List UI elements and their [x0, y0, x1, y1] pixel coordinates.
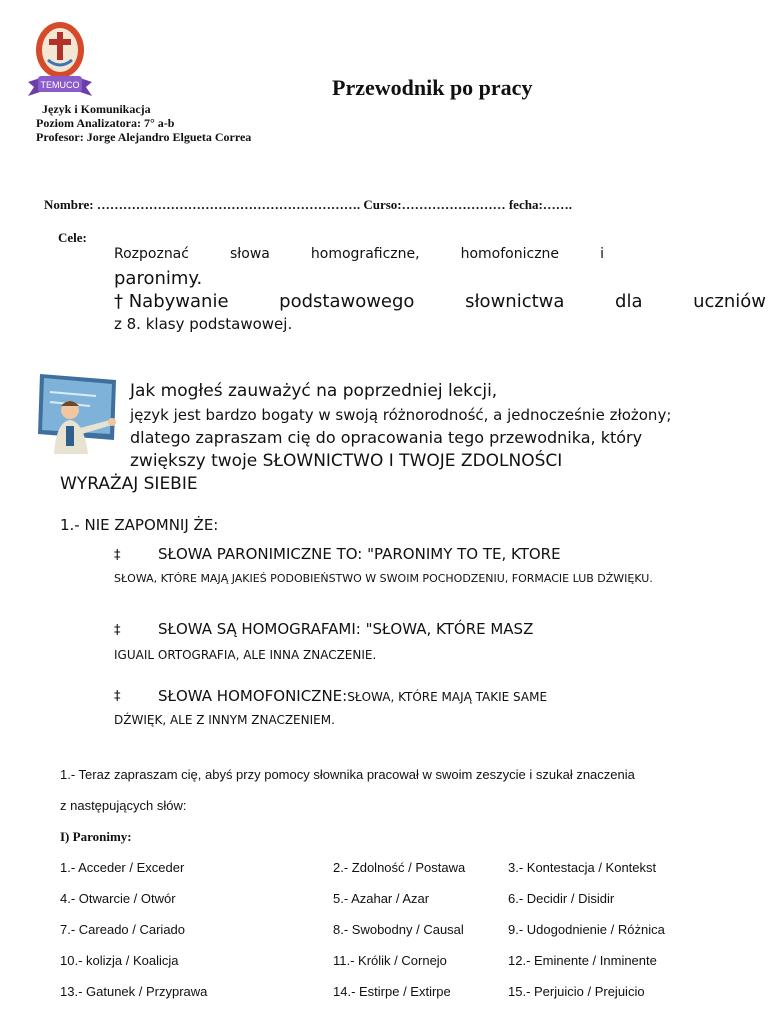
objectives-label: Cele: [58, 230, 87, 245]
list-item: 12.- Eminente / Inminente [508, 953, 657, 968]
section-heading: 1.- NIE ZAPOMNIJ ŻE: [60, 516, 219, 534]
word: uczniów [693, 291, 766, 312]
list-item: 2.- Zdolność / Postawa [333, 860, 466, 875]
objective-line-2: paronimy. [114, 268, 203, 289]
intro-line-3: dlatego zapraszam cię do opracowania tego przewodnika, który [130, 428, 643, 447]
list-item: 15.- Perjuicio / Prejuicio [508, 984, 645, 999]
word: podstawowego [279, 291, 415, 312]
list-item: 1.- Acceder / Exceder [60, 860, 185, 875]
homophones-term: SŁOWA HOMOFONICZNE: [158, 687, 348, 705]
intro-line-4: zwiększy twoje SŁOWNICTWO I TWOJE ZDOLNOŚCI [130, 451, 563, 471]
page-title: Przewodnik po pracy [332, 75, 533, 100]
task-instruction-line-1: 1.- Teraz zapraszam cię, abyś przy pomocy słownika pracował w swoim zeszycie i szukał znaczenia [60, 767, 635, 782]
list-item: 7.- Careado / Cariado [60, 922, 186, 937]
bullet-marker: ‡ [114, 623, 121, 638]
list-item: 5.- Azahar / Azar [333, 891, 430, 906]
intro-line-1: Jak mogłeś zauważyć na poprzedniej lekcji, [130, 381, 498, 401]
bullet-marker: ‡ [114, 548, 121, 563]
list-item: 6.- Decidir / Disidir [508, 891, 615, 906]
intro-line-5: WYRAŻAJ SIEBIE [60, 474, 198, 494]
teacher-clipart [36, 370, 122, 458]
objective-line-3 [114, 291, 766, 312]
school-logo [26, 20, 94, 100]
word: i [600, 246, 604, 262]
paronyms-definition: SŁOWA PARONIMICZNE TO: "PARONIMY TO TE, KTORE [158, 545, 561, 563]
teacher-line: Profesor: Jorge Alejandro Elgueta Correa [36, 130, 252, 144]
paronyms-definition-continued: SŁOWA, KTÓRE MAJĄ JAKIEŚ PODOBIEŃSTWO W SWOIM POCHODZENIU, FORMACIE LUB DŹWIĘKU. [114, 572, 653, 585]
paronyms-heading: I) Paronimy: [60, 829, 132, 844]
list-item: 13.- Gatunek / Przyprawa [60, 984, 208, 999]
bullet-marker: ‡ [114, 689, 121, 704]
word: słownictwa [465, 291, 565, 312]
intro-line-2: język jest bardzo bogaty w swoją różnorodność, a jednocześnie złożony; [130, 406, 672, 424]
word: słowa [230, 246, 270, 262]
subject-line: Język i Komunikacja [42, 102, 151, 116]
homographs-definition: SŁOWA SĄ HOMOGRAFAMI: "SŁOWA, KTÓRE MASZ [158, 620, 534, 638]
word: dla [615, 291, 643, 312]
task-instruction-line-2: z następujących słów: [60, 798, 187, 813]
list-item: 14.- Estirpe / Extirpe [333, 984, 451, 999]
list-item: 4.- Otwarcie / Otwór [60, 891, 176, 906]
list-item: 8.- Swobodny / Causal [333, 922, 464, 937]
word: homograficzne, [310, 246, 420, 262]
logo-text: TEMUCO [40, 80, 80, 90]
homographs-definition-continued: IGUAIL ORTOGRAFIA, ALE INNA ZNACZENIE. [114, 648, 377, 662]
name-course-date-line: Nombre: ……………………………………………………. Curso:…………………… fecha:……. [44, 197, 573, 212]
objective-line-4: z 8. klasy podstawowej. [114, 315, 293, 333]
objective-line-1 [114, 246, 604, 262]
homophones-definition [158, 686, 547, 705]
homophones-definition-continued: DŹWIĘK, ALE Z INNYM ZNACZENIEM. [114, 713, 335, 727]
word: homofoniczne [460, 246, 560, 262]
homophones-definition-start: SŁOWA, KTÓRE MAJĄ TAKIE SAME [347, 690, 548, 704]
list-item: 3.- Kontestacja / Kontekst [508, 860, 657, 875]
level-line: Poziom Analizatora: 7° a-b [36, 116, 175, 130]
word: † Nabywanie [114, 291, 229, 312]
list-item: 9.- Udogodnienie / Różnica [508, 922, 665, 937]
word: Rozpoznać [114, 246, 189, 262]
list-item: 10.- kolizja / Koalicja [60, 953, 179, 968]
list-item: 11.- Królik / Cornejo [333, 953, 447, 968]
